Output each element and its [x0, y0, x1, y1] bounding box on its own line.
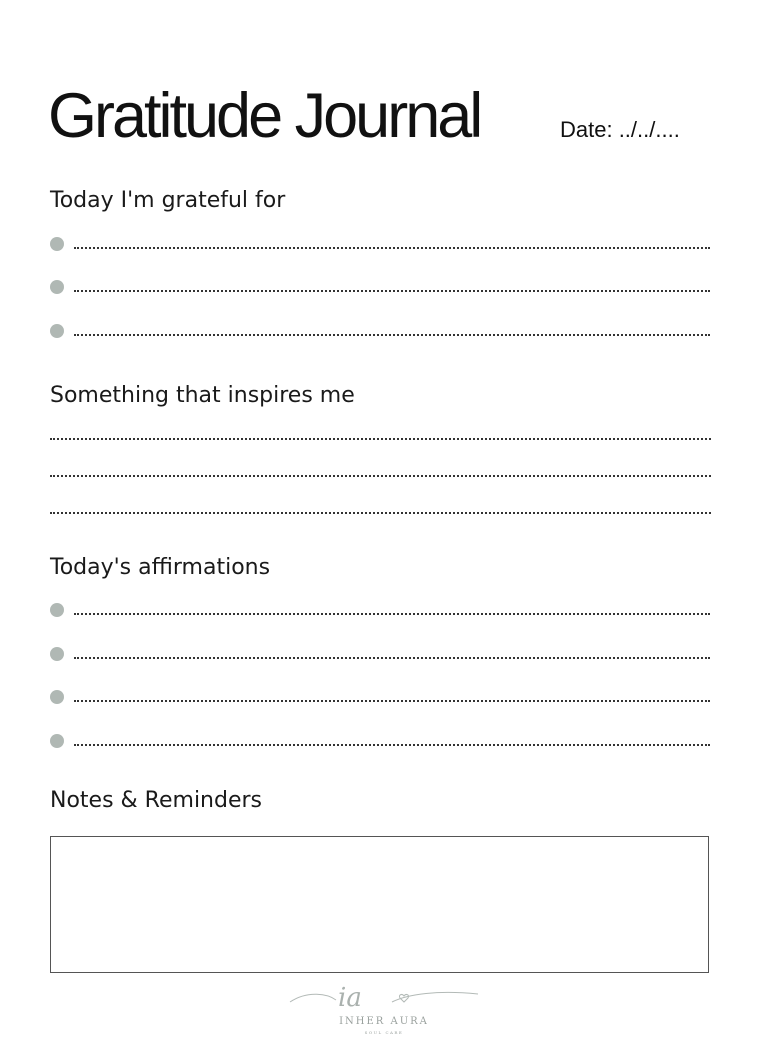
inspires-line-1[interactable] [50, 438, 711, 440]
affirmation-entry-1[interactable] [50, 603, 710, 619]
logo-flourish-icon [288, 980, 480, 1016]
brand-logo [288, 980, 480, 1038]
grateful-entry-3[interactable] [50, 324, 710, 340]
bullet-icon [50, 734, 64, 748]
dotted-writing-line [74, 290, 710, 292]
bullet-icon [50, 647, 64, 661]
inspires-line-2[interactable] [50, 475, 711, 477]
dotted-writing-line [74, 247, 710, 249]
notes-box[interactable] [50, 836, 709, 973]
affirmation-entry-3[interactable] [50, 690, 710, 706]
dotted-writing-line [74, 334, 710, 336]
svg-text:ia: ia [338, 983, 362, 1013]
date-field[interactable]: Date: ../../.... [560, 117, 680, 142]
bullet-icon [50, 690, 64, 704]
page-title: Gratitude Journal [48, 81, 481, 151]
dotted-writing-line [74, 700, 710, 702]
logo-name: INHER AURA [339, 1016, 429, 1027]
dotted-writing-line [74, 613, 710, 615]
logo-tagline: SOUL CARE [364, 1030, 404, 1035]
bullet-icon [50, 603, 64, 617]
affirmation-entry-4[interactable] [50, 734, 710, 750]
dotted-writing-line [74, 744, 710, 746]
grateful-entry-2[interactable] [50, 280, 710, 296]
inspires-heading: Something that inspires me [50, 383, 355, 408]
affirmations-heading: Today's affirmations [50, 555, 271, 580]
dotted-writing-line [74, 657, 710, 659]
grateful-heading: Today I'm grateful for [50, 188, 286, 213]
grateful-entry-1[interactable] [50, 237, 710, 253]
bullet-icon [50, 237, 64, 251]
bullet-icon [50, 324, 64, 338]
affirmation-entry-2[interactable] [50, 647, 710, 663]
bullet-icon [50, 280, 64, 294]
notes-heading: Notes & Reminders [50, 788, 263, 813]
inspires-line-3[interactable] [50, 512, 711, 514]
